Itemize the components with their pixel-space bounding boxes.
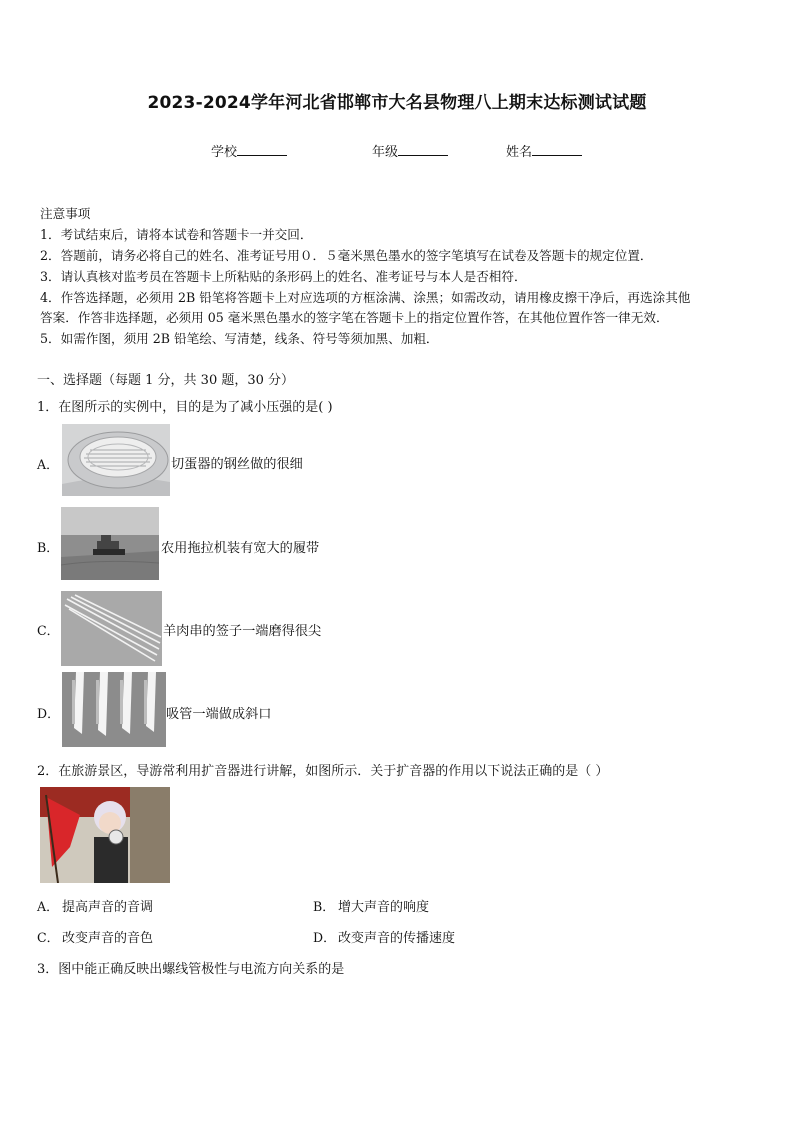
school-field bbox=[211, 141, 287, 160]
name-field bbox=[506, 141, 582, 160]
egg-slicer-image bbox=[62, 424, 170, 496]
field-label: 学校 bbox=[211, 145, 238, 160]
skewers-image bbox=[61, 591, 162, 666]
section-heading: 一、选择题（每题 1 分，共 30 题，30 分） bbox=[37, 373, 295, 388]
note-item: 答案．作答非选择题，必须用 05 毫米黑色墨水的签字笔在答题卡上的指定位置作答，在其他位置作答一律无效． bbox=[40, 310, 669, 325]
option-d-text: 吸管一端做成斜口 bbox=[166, 707, 272, 722]
note-item: 4．作答选择题，必须用 2B 铅笔将答题卡上对应选项的方框涂满、涂黑；如需改动，请用橡皮擦干净后，再选涂其他 bbox=[40, 290, 691, 305]
question-3-stem: 3．图中能正确反映出螺线管极性与电流方向关系的是 bbox=[37, 962, 345, 977]
question-1-stem: 1．在图所示的实例中，目的是为了减小压强的是( ) bbox=[37, 400, 333, 415]
q2-option-b-letter: B． bbox=[313, 899, 335, 914]
field-label: 姓名 bbox=[506, 145, 533, 160]
q2-option-a-text: 提高声音的音调 bbox=[62, 900, 154, 915]
blank-line bbox=[237, 143, 287, 156]
option-d-letter: D． bbox=[37, 706, 60, 721]
option-a-text: 切蛋器的钢丝做的很细 bbox=[171, 457, 303, 472]
q2-option-c-letter: C． bbox=[37, 930, 60, 945]
q2-option-b-text: 增大声音的响度 bbox=[338, 900, 430, 915]
q2-option-a-letter: A． bbox=[37, 899, 59, 914]
blank-line bbox=[532, 143, 582, 156]
tour-guide-megaphone-image bbox=[40, 787, 170, 883]
note-item: 5．如需作图，须用 2B 铅笔绘、写清楚，线条、符号等须加黑、加粗． bbox=[40, 331, 439, 346]
q2-option-d-text: 改变声音的传播速度 bbox=[338, 931, 456, 946]
q2-option-c-text: 改变声音的音色 bbox=[62, 931, 154, 946]
option-a-letter: A． bbox=[37, 457, 59, 472]
notes-heading: 注意事项 bbox=[40, 206, 91, 221]
straws-image bbox=[62, 672, 166, 747]
document-title: 2023-2024学年河北省邯郸市大名县物理八上期末达标测试试题 bbox=[147, 93, 647, 113]
q2-option-d-letter: D． bbox=[313, 930, 336, 945]
field-label: 年级 bbox=[372, 145, 399, 160]
note-item: 2．答题前，请务必将自己的姓名、准考证号用０．５毫米黑色墨水的签字笔填写在试卷及答题卡的规定位置． bbox=[40, 248, 653, 263]
grade-field bbox=[372, 141, 448, 160]
option-c-letter: C． bbox=[37, 623, 60, 638]
option-b-text: 农用拖拉机装有宽大的履带 bbox=[161, 541, 320, 556]
question-2-stem: 2．在旅游景区，导游常利用扩音器进行讲解，如图所示．关于扩音器的作用以下说法正确的是（ ） bbox=[37, 764, 609, 779]
note-item: 3．请认真核对监考员在答题卡上所粘贴的条形码上的姓名、准考证号与本人是否相符． bbox=[40, 269, 527, 284]
blank-line bbox=[398, 143, 448, 156]
note-item: 1．考试结束后，请将本试卷和答题卡一并交回． bbox=[40, 227, 313, 242]
tractor-image bbox=[61, 507, 159, 580]
option-b-letter: B． bbox=[37, 540, 59, 555]
option-c-text: 羊肉串的签子一端磨得很尖 bbox=[163, 624, 322, 639]
